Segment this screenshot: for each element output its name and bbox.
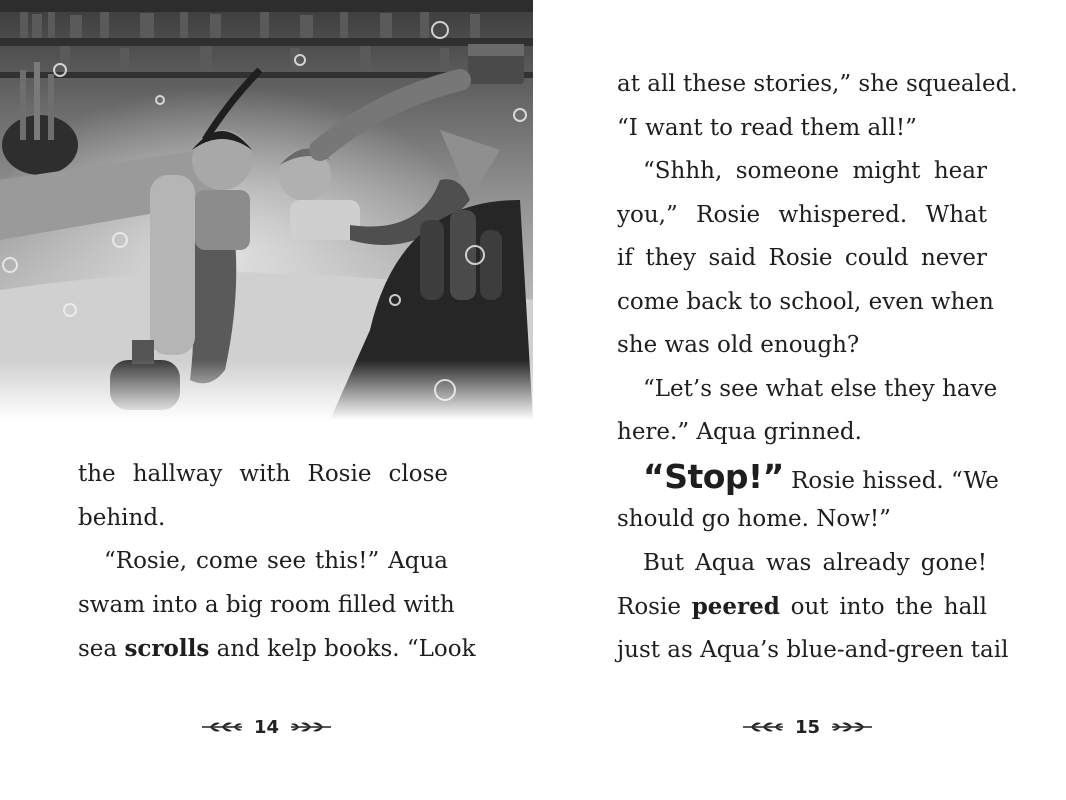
text-line: behind. [78,504,166,531]
text-line: she was old enough? [617,332,860,358]
text-line: “Let’s see what else they have [643,375,998,402]
text-line: “I want to read them all!” [617,114,917,141]
text-line [617,585,987,629]
text-line: here.” Aqua grinned. [617,419,862,445]
page-number: 14 [254,716,280,738]
illustration-underwater-library [0,0,533,420]
text-line: swam into a big room filled with [78,591,455,618]
text-line: But Aqua was already gone! [643,549,987,576]
text-line: just as Aqua’s blue-and-green tail [617,636,1009,663]
text-line: “Rosie, come see this!” Aqua [104,548,448,574]
text-line: “Shhh, someone might hear [643,158,987,184]
page-folio-right [741,716,874,738]
text-run: Rosie [617,594,692,620]
text-line: should go home. Now!” [617,506,891,532]
text-line: you,” Rosie whispered. What [617,201,987,228]
leaf-ornament-icon [200,720,244,734]
text-run: and kelp books. “Look [209,636,476,662]
text-run: sea [78,636,125,662]
text-line: the hallway with Rosie close [78,461,448,487]
vocab-word: peered [691,593,780,620]
treasure-chest [468,44,524,84]
text-line: if they said Rosie could never [617,245,987,271]
page-folio-left [200,716,333,738]
vocab-word: scrolls [124,635,210,662]
leaf-ornament-icon [741,720,785,734]
right-page [533,0,1066,800]
text-line [617,455,999,499]
page-number: 15 [795,716,821,738]
leaf-ornament-icon [830,720,874,734]
right-page-body-text [617,63,1018,672]
left-page-body-text [78,453,476,671]
text-run: Rosie hissed. “We [783,467,999,494]
text-line: at all these stories,” she squealed. [617,71,1018,97]
text-line [78,627,476,671]
shout-word: “Stop!” [643,456,784,496]
text-run: out into the hall [779,594,988,620]
leaf-ornament-icon [289,720,333,734]
text-line: come back to school, even when [617,288,994,315]
